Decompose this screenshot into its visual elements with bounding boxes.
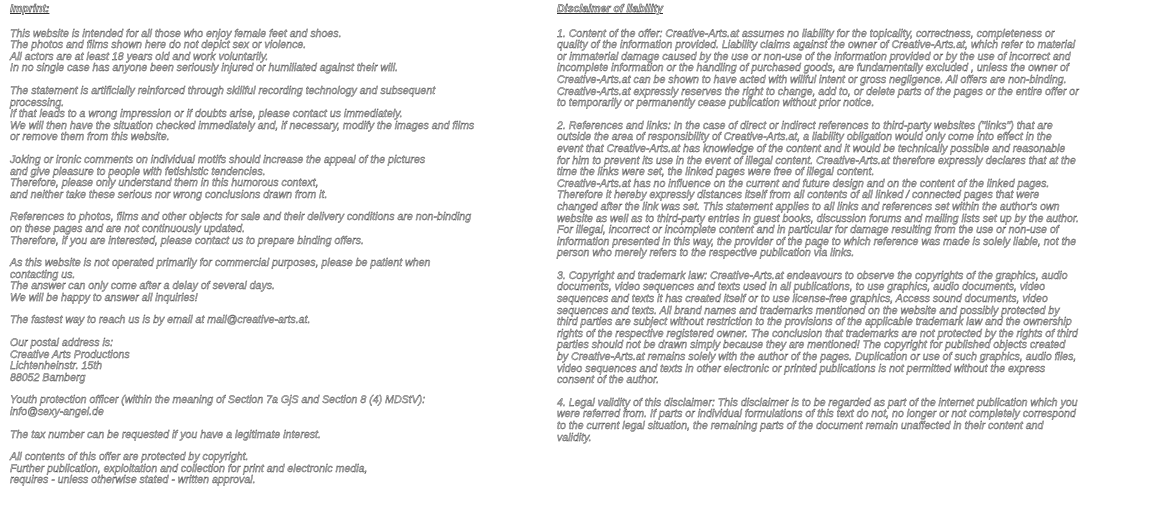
disclaimer-line: third parties are subject without restriction to the provisions of the applicable trademark law and the ownership	[557, 316, 1072, 329]
imprint-line: In no single case has anyone been seriously injured or humiliated against their will.	[10, 62, 399, 75]
disclaimer-line: documents, video sequences and texts used in all publications, to use graphics, audio documents, video	[557, 281, 1046, 294]
disclaimer-line: video sequences and texts in other electronic or printed publications is not permitted without the express	[557, 362, 1046, 375]
disclaimer-line: For illegal, incorrect or incomplete content and in particular for damage resulting from the use or non-use of	[557, 224, 1059, 237]
disclaimer-line: or immaterial damage caused by the use or non-use of the information provided or by the use of incorrect and	[557, 50, 1071, 63]
disclaimer-line: sequences and texts. All brand names and trademarks mentioned on the website and possibly protected by	[557, 304, 1060, 317]
imprint-line: If that leads to a wrong impression or if doubts arise, please contact us immediately.	[10, 108, 403, 121]
imprint-line: The fastest way to reach us is by email at mail@creative-arts.at.	[10, 314, 311, 327]
imprint-line: 88052 Bamberg	[10, 371, 86, 384]
disclaimer-line: person who merely refers to the respective publication via links.	[557, 247, 855, 260]
imprint-line: The photos and films shown here do not depict sex or violence.	[10, 39, 307, 52]
disclaimer-line: changed after the link was set. This statement applies to all links and references set within the author's own	[557, 200, 1060, 213]
disclaimer-paragraph	[557, 271, 1163, 387]
disclaimer-line: Therefore it hereby expressly distances itself from all contents of all linked / connected pages that were	[557, 189, 1040, 202]
imprint-line: The answer can only come after a delay of several days.	[10, 280, 275, 293]
imprint-paragraph	[10, 258, 530, 304]
imprint-line: Our postal address is:	[10, 337, 114, 350]
imprint-paragraph	[10, 86, 530, 144]
imprint-column	[10, 4, 530, 498]
imprint-line: Therefore, please only understand them in this humorous context,	[10, 177, 319, 190]
imprint-line: The statement is artificially reinforced through skillful recording technology and subsequent	[10, 84, 436, 97]
imprint-line: contacting us.	[10, 268, 76, 281]
disclaimer-line: event that Creative-Arts.at has knowledge of the content and it would be technically possible and reasonable	[557, 142, 1066, 155]
imprint-paragraph	[10, 430, 530, 442]
imprint-line: All contents of this offer are protected by copyright.	[10, 451, 249, 464]
imprint-line: and give pleasure to people with fetishistic tendencies.	[10, 165, 266, 178]
disclaimer-line: incomplete information or the handling of purchased goods, are fundamentally excluded , unless the owner of	[557, 62, 1069, 75]
imprint-line: or remove them from this website.	[10, 131, 170, 144]
disclaimer-line: time the links were set, the linked pages were free of illegal content.	[557, 166, 875, 179]
disclaimer-line: validity.	[557, 431, 592, 444]
disclaimer-line: parties should not be drawn simply because they are mentioned! The copyright for published objects created	[557, 339, 1066, 352]
disclaimer-column	[557, 4, 1163, 455]
disclaimer-line: Creative-Arts.at expressly reserves the right to change, add to, or delete parts of the pages or the entire offer or	[557, 85, 1079, 98]
disclaimer-line: consent of the author.	[557, 374, 660, 387]
disclaimer-line: to temporarily or permanently cease publication without prior notice.	[557, 97, 875, 110]
imprint-line: Lichtenheinstr. 15th	[10, 360, 103, 373]
imprint-line: on these pages and are not continuously updated.	[10, 222, 246, 235]
disclaimer-line: sequences and texts it has created itself or to use license-free graphics, Access sound documents, video	[557, 293, 1048, 306]
disclaimer-line: for him to prevent its use in the event of illegal content. Creative-Arts.at therefore expressly declares that at the	[557, 154, 1076, 167]
disclaimer-body	[557, 29, 1163, 445]
imprint-paragraph	[10, 395, 530, 418]
disclaimer-line: to the current legal situation, the remaining parts of the document remain unaffected in their content and	[557, 420, 1044, 432]
disclaimer-line: 2. References and links: In the case of direct or indirect references to third-party websites ("links") that are	[557, 119, 1053, 132]
imprint-line: Joking or ironic comments on individual motifs should increase the appeal of the pictures	[10, 153, 426, 166]
disclaimer-line: outside the area of responsibility of Creative-Arts.at, a liability obligation would only come into effect in the	[557, 131, 1052, 144]
disclaimer-line: 4. Legal validity of this disclaimer: This disclaimer is to be regarded as part of the internet publication which you	[557, 396, 1078, 409]
imprint-line: Youth protection officer (within the meaning of Section 7a GjS and Section 8 (4) MDStV):	[10, 394, 426, 407]
disclaimer-paragraph	[557, 29, 1163, 110]
imprint-line: Creative Arts Productions	[10, 348, 130, 361]
imprint-line: References to photos, films and other objects for sale and their delivery conditions are non-binding	[10, 211, 472, 224]
imprint-line: and neither take these serious nor wrong conclusions drawn from it.	[10, 188, 328, 201]
imprint-line: All actors are at least 18 years old and work voluntarily.	[10, 50, 269, 63]
disclaimer-paragraph	[557, 121, 1163, 260]
imprint-line: Therefore, if you are interested, please contact us to prepare binding offers.	[10, 234, 364, 247]
imprint-line: We will then have the situation checked immediately and, if necessary, modify the images and films	[10, 119, 475, 132]
imprint-line: info@sexy-angel.de	[10, 406, 104, 419]
disclaimer-paragraph	[557, 398, 1163, 444]
imprint-paragraph	[10, 452, 530, 487]
imprint-paragraph	[10, 315, 530, 327]
imprint-line: The tax number can be requested if you have a legitimate interest.	[10, 428, 321, 441]
imprint-paragraph	[10, 212, 530, 247]
imprint-line: Further publication, exploitation and collection for print and electronic media,	[10, 462, 368, 475]
imprint-line: This website is intended for all those who enjoy female feet and shoes.	[10, 27, 342, 40]
disclaimer-line: website as well as to third-party entries in guest books, discussion forums and mailing lists set up by the author.	[557, 212, 1079, 225]
imprint-line: As this website is not operated primarily for commercial purposes, please be patient when	[10, 257, 431, 270]
disclaimer-line: were referred from. If parts or individual formulations of this text do not, no longer or not completely correspond	[557, 408, 1076, 421]
imprint-line: requires - unless otherwise stated - written approval.	[10, 474, 256, 487]
disclaimer-line: by Creative-Arts.at remains solely with the author of the pages. Duplication or use of such graphics, audio files,	[557, 351, 1077, 364]
disclaimer-line: information presented in this way, the provider of the page to which reference was made is solely liable, not the	[557, 235, 1077, 248]
imprint-paragraph	[10, 155, 530, 201]
imprint-paragraph	[10, 29, 530, 75]
disclaimer-line: 3. Copyright and trademark law: Creative-Arts.at endeavours to observe the copyrights of the graphics, audio	[557, 269, 1068, 282]
disclaimer-heading: Disclaimer of liability	[557, 3, 663, 15]
imprint-heading: Imprint:	[10, 3, 50, 15]
imprint-paragraph	[10, 338, 530, 384]
imprint-line: We will be happy to answer all inquiries!	[10, 291, 198, 304]
disclaimer-line: rights of the respective registered owner. The conclusion that trademarks are not protected by the rights of third	[557, 327, 1078, 340]
imprint-body	[10, 29, 530, 487]
disclaimer-line: Creative-Arts.at has no influence on the current and future design and on the content of the linked pages.	[557, 177, 1050, 190]
imprint-line: processing.	[10, 96, 65, 109]
disclaimer-line: Creative-Arts.at can be shown to have acted with willful intent or gross negligence. All offers are non-binding.	[557, 73, 1067, 86]
disclaimer-line: quality of the information provided. Liability claims against the owner of Creative-Arts.at, which refer to material	[557, 39, 1076, 52]
disclaimer-line: 1. Content of the offer: Creative-Arts.at assumes no liability for the topicality, correctness, completeness or	[557, 27, 1055, 40]
